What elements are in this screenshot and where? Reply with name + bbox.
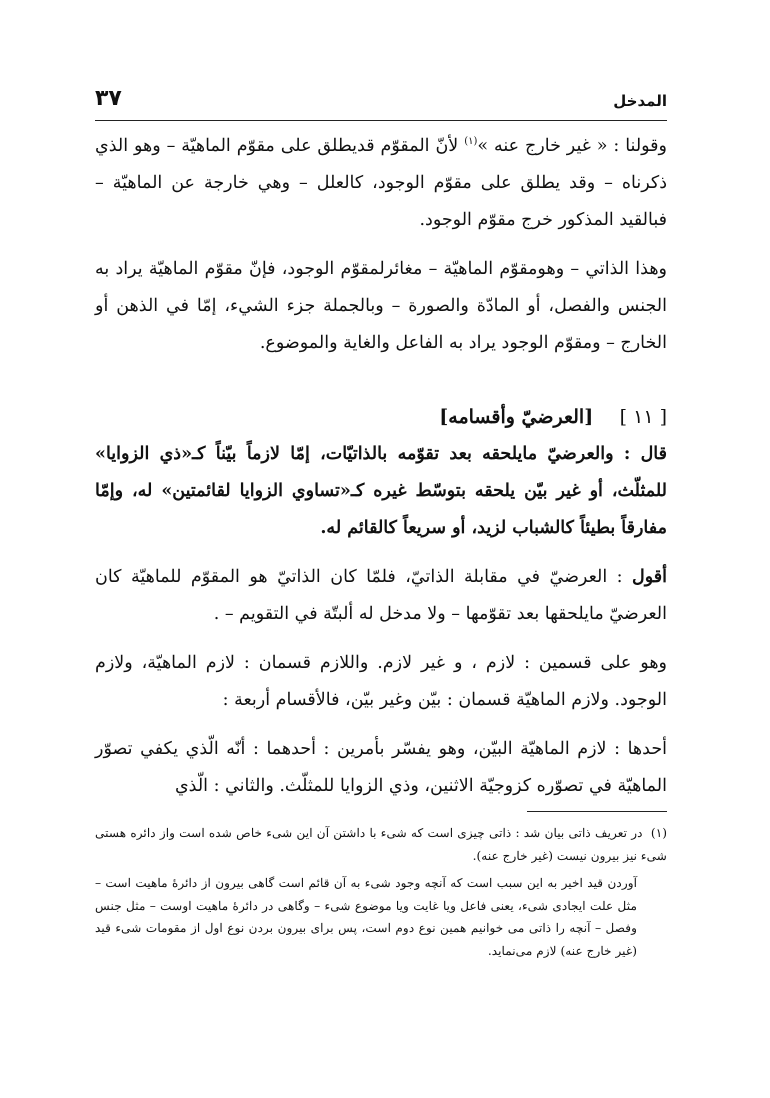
qala-text: : والعرضيّ مايلحقه بعد تقوّمه بالذاتيّات، إمّا لازماً بيّناً كـ«ذي الزوايا» للمثلّث، أو غير بيّن يلحقه بتوسّط غيره كـ«تساوي الزوايا لقائمتين» له، وإمّا مفارقاً بطيئاً كالشباب لزيد، أو سريعاً كالقائم له. <box>95 444 667 538</box>
paragraph-qala <box>95 436 667 547</box>
qala-lead: قال <box>640 444 667 464</box>
section-heading <box>95 402 667 432</box>
page-number: ٣٧ <box>95 86 122 111</box>
aqulu-text: : العرضيّ في مقابلة الذاتيّ، فلمّا كان الذاتيّ هو المقوّم للماهيّة كان العرضيّ مايلحقها بعد تقوّمها – ولا مدخل له ألبتّة في التقويم – . <box>95 567 667 624</box>
paragraph-aqulu <box>95 559 667 633</box>
paragraph-qawluna-lead: وقولنا : « غير خارج عنه » <box>477 136 668 156</box>
aqulu-lead: أقول <box>632 567 667 587</box>
main-text <box>95 128 667 817</box>
footnote-1-marker: (١) <box>650 826 667 840</box>
footnote-reference: (١) <box>464 136 478 148</box>
footnote-divider <box>527 811 667 812</box>
paragraph-ahaduha: أحدها : لازم الماهيّة البيّن، وهو يفسّر بأمرين : أحدهما : أنّه الّذي يكفي تصوّر الماهيّة في تصوّره كزوجيّة الاثنين، وذي الزوايا للمثلّث. والثاني : الّذي <box>95 739 667 796</box>
paragraph-dhati: وهذا الذاتي – وهومقوّم الماهيّة – مغائرلمقوّم الوجود، فإنّ مقوّم الماهيّة يراد به الجنس والفصل، أو المادّة والصورة – وبالجملة جزء الشيء، إمّا في الذهن أو الخارج – ومقوّم الوجود يراد به الفاعل والغاية والموضوع. <box>95 259 667 353</box>
footnote-1 <box>95 822 667 867</box>
paragraph-qawluna <box>95 128 667 239</box>
footnotes <box>95 822 667 967</box>
footnote-1-text: در تعریف ذاتی بیان شد : ذاتی چیزی است که شیء با داشتن آن این شیء خاص شده است واز دائره هستی شیء نیز بیرون نیست (غیر خارج عنه). <box>95 826 667 863</box>
paragraph-qawluna-rest: لأنّ المقوّم قديطلق على مقوّم الماهيّة – وهو الذي ذكرناه – وقد يطلق على مقوّم الوجود، كالعلل – وهي خارجة عن الماهيّة – فبالقيد المذكور خرج مقوّم الوجود. <box>95 136 667 230</box>
section-title: [العرضيّ وأقسامه] <box>439 406 594 428</box>
running-head: المدخل <box>613 92 667 110</box>
header-divider <box>95 120 667 121</box>
section-number: [ ١١ ] <box>619 406 667 428</box>
paragraph-qismayn: وهو على قسمين : لازم ، و غير لازم. واللازم قسمان : لازم الماهيّة، ولازم الوجود. ولازم الماهيّة قسمان : بيّن وغير بيّن، فالأقسام أربعة : <box>95 653 667 710</box>
footnote-1-continuation: آوردن قید اخیر به این سبب است که آنچه وجود شیء به آن قائم است گاهی بیرون از دائرهٔ ماهیت است – مثل علت ایجادی شیء، یعنی فاعل ویا غایت ویا موضوع شیء – وگاهی در دائرهٔ ماهیت اوست – مثل جنس وفصل – آنچه را ذاتی می خوانیم همین نوع دوم است، پس برای بیرون بردن نوع اول از مقومات شیء قید (غیر خارج عنه) لازم می‌نماید. <box>95 876 637 958</box>
